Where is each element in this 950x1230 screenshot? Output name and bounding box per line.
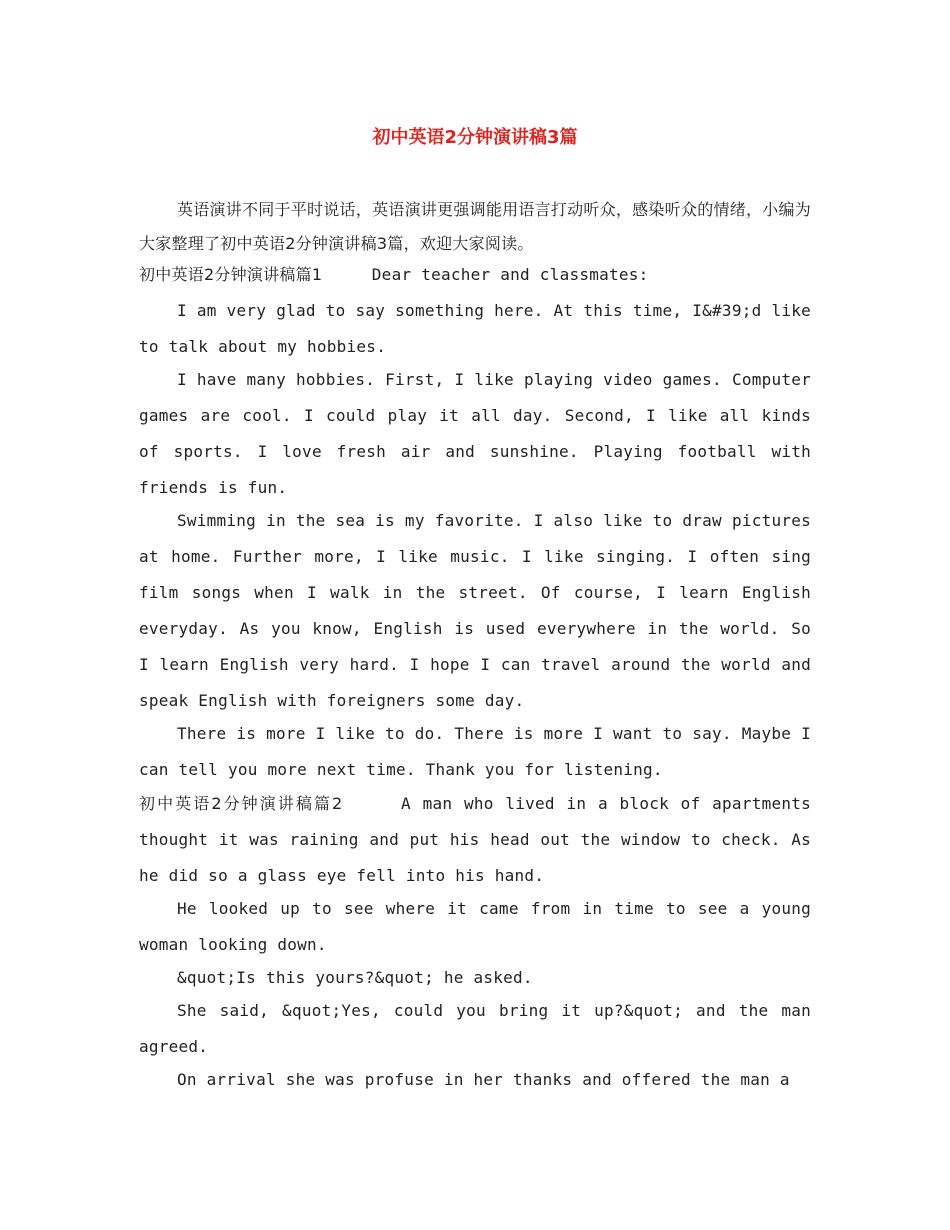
section1-paragraph-2: I have many hobbies. First, I like playing video games. Computer games are cool. I could play it all day. Second, I like all kinds of sports. I love fresh air and sunshine. Playing football with friends is fun. [139, 370, 811, 497]
section2-paragraph-5: On arrival she was profuse in her thanks and offered the man a [177, 1070, 790, 1089]
section2-text-1: A man who lived in a block of apartments thought it was raining and put his head out the window to check. As he did so a glass eye fell into his hand. [139, 794, 811, 885]
section2-paragraph-3: &quot;Is this yours?&quot; he asked. [177, 968, 533, 987]
section2-paragraph-2: He looked up to see where it came from in time to see a young woman looking down. [139, 899, 811, 954]
section2-paragraph-4: She said, &quot;Yes, could you bring it up?&quot; and the man agreed. [139, 1001, 811, 1056]
section2-paragraph-1 [139, 786, 811, 894]
section1-paragraph-3: Swimming in the sea is my favorite. I also like to draw pictures at home. Further more, I like music. I like singing. I often sing film songs when I walk in the street. Of course, I learn English everyday. As you know, English is used everywhere in the world. So I learn English very hard. I hope I can travel around the world and speak English with foreigners some day. [139, 511, 811, 710]
document-title: 初中英语2分钟演讲稿3篇 [372, 127, 578, 148]
section1-opening: Dear teacher and classmates: [371, 265, 649, 284]
document-body [139, 193, 811, 1098]
section1-heading-line [139, 259, 811, 291]
section1-paragraph-1: I am very glad to say something here. At this time, I&#39;d like to talk about my hobbies. [139, 301, 811, 356]
intro-paragraph: 英语演讲不同于平时说话，英语演讲更强调能用语言打动听众，感染听众的情绪，小编为大家整理了初中英语2分钟演讲稿3篇，欢迎大家阅读。 [139, 200, 811, 253]
section1-paragraph-4: There is more I like to do. There is more I want to say. Maybe I can tell you more next time. Thank you for listening. [139, 724, 811, 779]
section1-heading: 初中英语2分钟演讲稿篇1 [139, 265, 323, 284]
section2-heading: 初中英语2分钟演讲稿篇2 [139, 794, 343, 813]
